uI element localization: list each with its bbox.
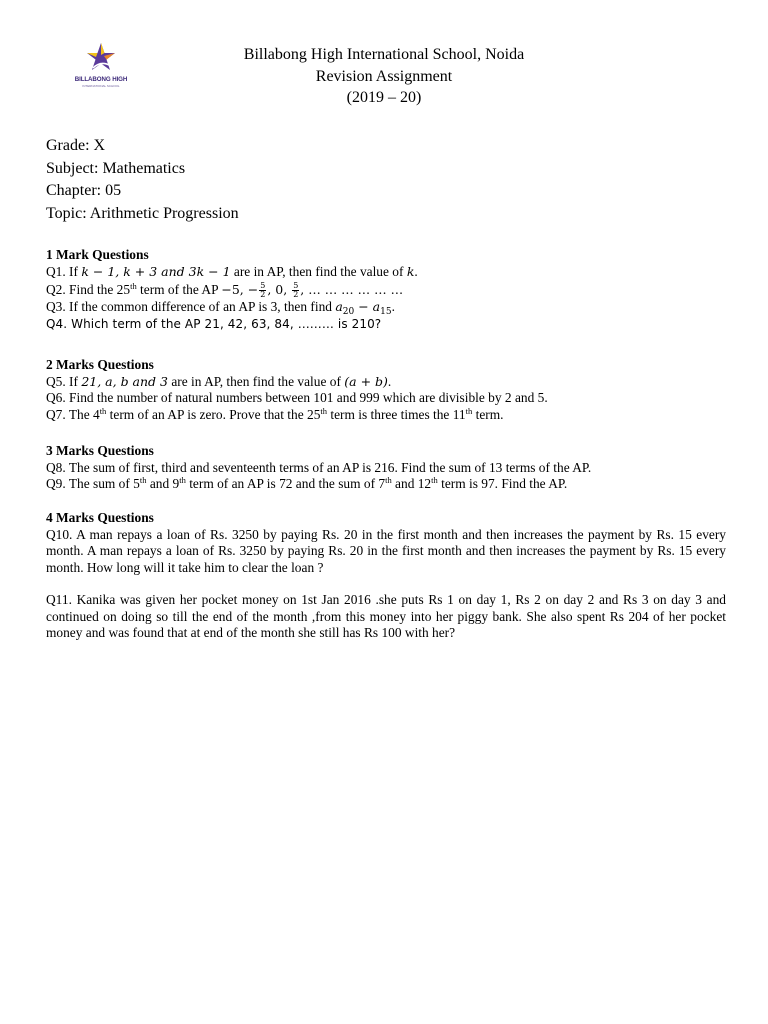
section-title: 4 Marks Questions <box>46 510 154 525</box>
one-mark-section <box>46 247 726 332</box>
question-q10: Q10. A man repays a loan of Rs. 3250 by paying Rs. 20 in the first month and then increases the payment by Rs. 15 every month. A man repays a loan of Rs. 3250 by paying Rs. 20 in the first month and then increases the payment by Rs. 15 every month. How long will it take him to clear the loan ? <box>46 526 726 575</box>
grade-line: Grade: X <box>46 137 106 154</box>
q7-part: term is three times the 11 <box>327 406 466 422</box>
q9-part: term of an AP is 72 and the sum of 7 <box>185 476 386 491</box>
q3-sub-15: 15 <box>380 307 392 318</box>
fraction-numerator: 5 <box>293 281 299 291</box>
q9-sup: th <box>139 475 147 485</box>
q5-prefix: Q5. If <box>46 373 82 389</box>
q9-part: Q9. The sum of 5 <box>46 476 140 491</box>
q2-prefix: Q2. Find the 25 <box>46 282 131 297</box>
four-marks-section <box>46 510 726 642</box>
q3-prefix: Q3. If the common difference of an AP is 3, then find <box>46 299 336 315</box>
question-q11: Q11. Kanika was given her pocket money on 1st Jan 2016 .she puts Rs 1 on day 1, Rs 2 on day 2 and Rs 3 on day 3 and continued on doing so till the end of the month ,from this money into her piggy bank. She also spent Rs 204 of her pocket money and was found that at end of the month she still has Rs 100 with her? <box>46 592 726 640</box>
question-q6: Q6. Find the number of natural numbers between 101 and 999 which are divisible by 2 and 5. <box>46 390 548 405</box>
q7-sup: th <box>465 405 473 416</box>
topic-line: Topic: Arithmetic Progression <box>46 204 239 222</box>
chapter-line: Chapter: 05 <box>46 182 122 199</box>
question-q3 <box>46 299 726 316</box>
question-q1 <box>46 264 726 281</box>
question-q4: Q4. Which term of the AP 21, 42, 63, 84, ……… is 210? <box>46 316 382 331</box>
two-marks-section <box>46 357 726 423</box>
q2-fraction-1 <box>259 282 266 299</box>
school-logo <box>66 42 136 96</box>
question-q8: Q8. The sum of first, third and seventeenth terms of an AP is 216. Find the sum of 13 terms of the AP. <box>46 459 592 475</box>
q1-mid: are in AP, then find the value of <box>230 263 407 279</box>
q7-sup: th <box>320 405 328 416</box>
q7-part: Q7. The 4 <box>46 406 100 422</box>
q2-sup: th <box>130 281 137 291</box>
question-q9 <box>46 476 726 493</box>
q1-prefix: Q1. If <box>46 263 82 279</box>
q7-part: term. <box>472 406 504 422</box>
question-q2 <box>46 282 726 299</box>
q3-var-a: a <box>335 299 343 315</box>
star-logo-icon <box>84 42 118 74</box>
three-marks-section <box>46 443 726 493</box>
q1-variable: k <box>406 263 415 279</box>
q9-sup: th <box>385 475 392 485</box>
logo-text: BILLABONG HIGH <box>74 76 128 83</box>
q1-expression: k − 1, k + 3 and 3k − 1 <box>81 263 231 279</box>
q7-sup: th <box>99 405 107 416</box>
q9-part: and 12 <box>391 476 432 491</box>
q5-sum: (a + b) <box>344 373 388 389</box>
session-year: (2019 – 20) <box>346 89 422 106</box>
q2-fraction-2 <box>292 282 299 299</box>
q9-part: term is 97. Find the AP. <box>437 476 568 491</box>
q1-end: . <box>414 263 418 279</box>
assignment-title: Revision Assignment <box>315 67 453 85</box>
q5-mid: are in AP, then find the value of <box>168 373 345 389</box>
section-title: 1 Mark Questions <box>46 247 149 262</box>
q2-tail: , … … … … … … <box>300 282 404 297</box>
q9-sup: th <box>431 475 438 485</box>
q9-sup: th <box>179 475 186 485</box>
logo-subtext: INTERNATIONAL SCHOOL <box>82 84 120 88</box>
q3-minus: − <box>354 299 373 315</box>
q2-mid: term of the AP <box>136 282 222 297</box>
section-title: 3 Marks Questions <box>46 443 154 458</box>
meta-block <box>46 135 239 225</box>
fraction-numerator: 5 <box>260 281 266 291</box>
q3-var-a2: a <box>372 299 381 315</box>
q3-end: . <box>391 299 395 315</box>
fraction-denominator: 2 <box>293 290 299 300</box>
q5-end: . <box>387 373 392 389</box>
question-q5 <box>46 374 726 391</box>
q5-expression: 21, a, b and 3 <box>81 373 168 389</box>
q2-term2: , 0, <box>267 282 292 297</box>
school-name: Billabong High International School, Noida <box>243 46 525 63</box>
section-title: 2 Marks Questions <box>46 357 154 372</box>
document-header <box>170 44 598 109</box>
subject-line: Subject: Mathematics <box>46 159 186 177</box>
question-q7 <box>46 407 726 424</box>
q9-part: and 9 <box>146 476 180 491</box>
q7-part: term of an AP is zero. Prove that the 25 <box>106 406 321 422</box>
fraction-denominator: 2 <box>260 290 266 300</box>
q2-term1: −5, − <box>221 282 259 297</box>
q3-sub-20: 20 <box>342 307 355 318</box>
